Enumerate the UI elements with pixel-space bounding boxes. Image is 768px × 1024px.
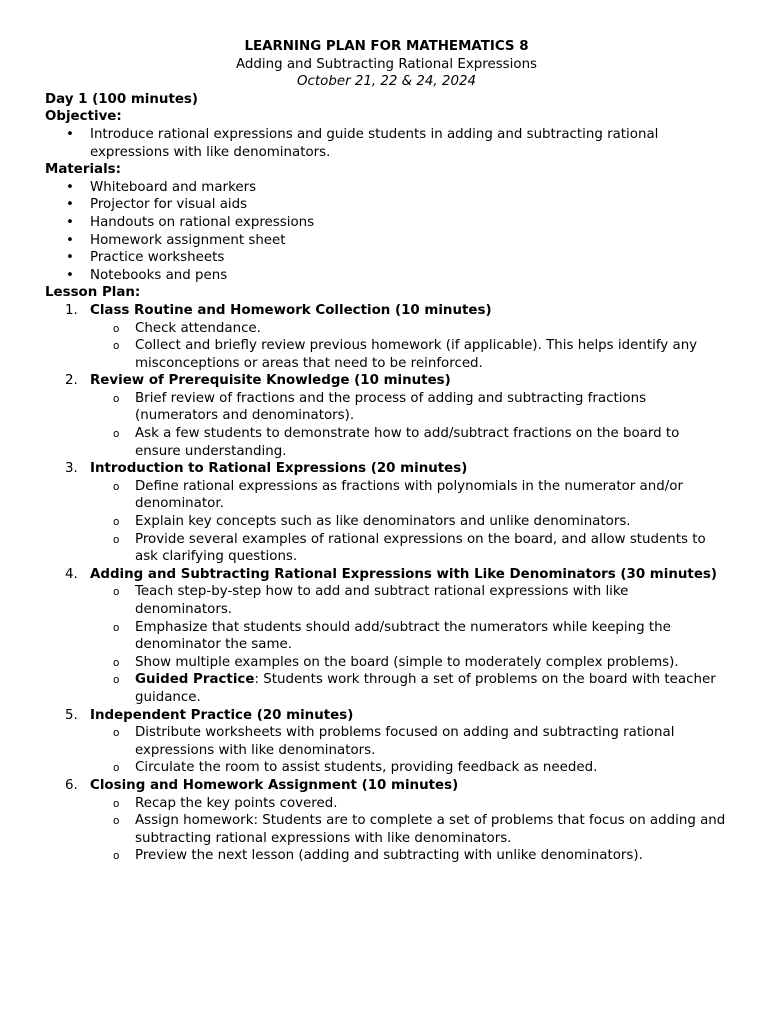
step-title: Adding and Subtracting Rational Expressions with Like Denominators (30 minutes) <box>90 566 717 582</box>
step-title: Independent Practice (20 minutes) <box>90 707 354 723</box>
sub-item-bold-label: Guided Practice <box>135 672 255 688</box>
materials-heading: Materials: <box>45 162 121 178</box>
step-subitems <box>90 320 728 373</box>
step-subitems <box>90 583 728 706</box>
sub-item <box>90 671 728 706</box>
lesson-step <box>45 372 728 460</box>
lesson-step <box>45 302 728 372</box>
lesson-step <box>45 707 728 777</box>
step-title: Class Routine and Homework Collection (10 minutes) <box>90 302 492 318</box>
objective-item: • Introduce rational expressions and guide students in adding and subtracting rational expressions with like denominators. <box>45 126 728 161</box>
materials-list <box>45 179 728 285</box>
sub-item: o Provide several examples of rational expressions on the board, and allow students to ask clarifying questions. <box>90 531 728 566</box>
sub-item: o Preview the next lesson (adding and subtracting with unlike denominators). <box>90 847 728 865</box>
materials-item: • Notebooks and pens <box>45 267 728 285</box>
sub-item: o Ask a few students to demonstrate how to add/subtract fractions on the board to ensure understanding. <box>90 425 728 460</box>
step-title: Introduction to Rational Expressions (20 minutes) <box>90 461 468 477</box>
step-number: 3. <box>65 461 78 477</box>
sub-item: o Emphasize that students should add/subtract the numerators while keeping the denominator the same. <box>90 619 728 654</box>
lesson-plan-heading: Lesson Plan: <box>45 285 141 301</box>
sub-item-text: : Students work through a set of problems on the board with teacher guidance. <box>135 672 716 705</box>
step-subitems <box>90 478 728 566</box>
lesson-step <box>45 460 728 566</box>
sub-item: o Brief review of fractions and the process of adding and subtracting fractions (numerators and denominators). <box>90 390 728 425</box>
document-date: October 21, 22 & 24, 2024 <box>296 74 477 90</box>
step-number: 4. <box>65 566 78 582</box>
step-number: 2. <box>65 373 78 389</box>
materials-item: • Projector for visual aids <box>45 196 728 214</box>
lesson-step <box>45 777 728 865</box>
document-title: LEARNING PLAN FOR MATHEMATICS 8 <box>244 39 529 54</box>
step-number: 5. <box>65 707 78 723</box>
sub-item: o Check attendance. <box>90 320 728 338</box>
objective-list <box>45 126 728 161</box>
step-number: 6. <box>65 777 78 793</box>
sub-item: o Assign homework: Students are to complete a set of problems that focus on adding and subtracting rational expressions with like denominators. <box>90 812 728 847</box>
materials-item: • Practice worksheets <box>45 249 728 267</box>
day-heading: Day 1 (100 minutes) <box>45 91 199 107</box>
step-title: Review of Prerequisite Knowledge (10 minutes) <box>90 373 451 389</box>
sub-item: o Circulate the room to assist students, providing feedback as needed. <box>90 759 728 777</box>
sub-item: o Define rational expressions as fractions with polynomials in the numerator and/or denominator. <box>90 478 728 513</box>
sub-item: o Show multiple examples on the board (simple to moderately complex problems). <box>90 654 728 672</box>
lesson-steps <box>45 302 728 865</box>
step-title: Closing and Homework Assignment (10 minutes) <box>90 777 459 793</box>
sub-item: o Explain key concepts such as like denominators and unlike denominators. <box>90 513 728 531</box>
step-subitems <box>90 724 728 777</box>
lesson-step <box>45 566 728 707</box>
sub-item: o Teach step-by-step how to add and subtract rational expressions with like denominators. <box>90 583 728 618</box>
step-subitems <box>90 795 728 865</box>
materials-item: • Whiteboard and markers <box>45 179 728 197</box>
sub-item: o Collect and briefly review previous homework (if applicable). This helps identify any misconceptions or areas that need to be reinforced. <box>90 337 728 372</box>
step-number: 1. <box>65 302 78 318</box>
step-subitems <box>90 390 728 460</box>
sub-item: o Recap the key points covered. <box>90 795 728 813</box>
sub-item: o Distribute worksheets with problems focused on adding and subtracting rational expressions with like denominators. <box>90 724 728 759</box>
objective-heading: Objective: <box>45 109 122 125</box>
document-subtitle: Adding and Subtracting Rational Expressions <box>235 56 538 72</box>
materials-item: • Handouts on rational expressions <box>45 214 728 232</box>
materials-item: • Homework assignment sheet <box>45 232 728 250</box>
